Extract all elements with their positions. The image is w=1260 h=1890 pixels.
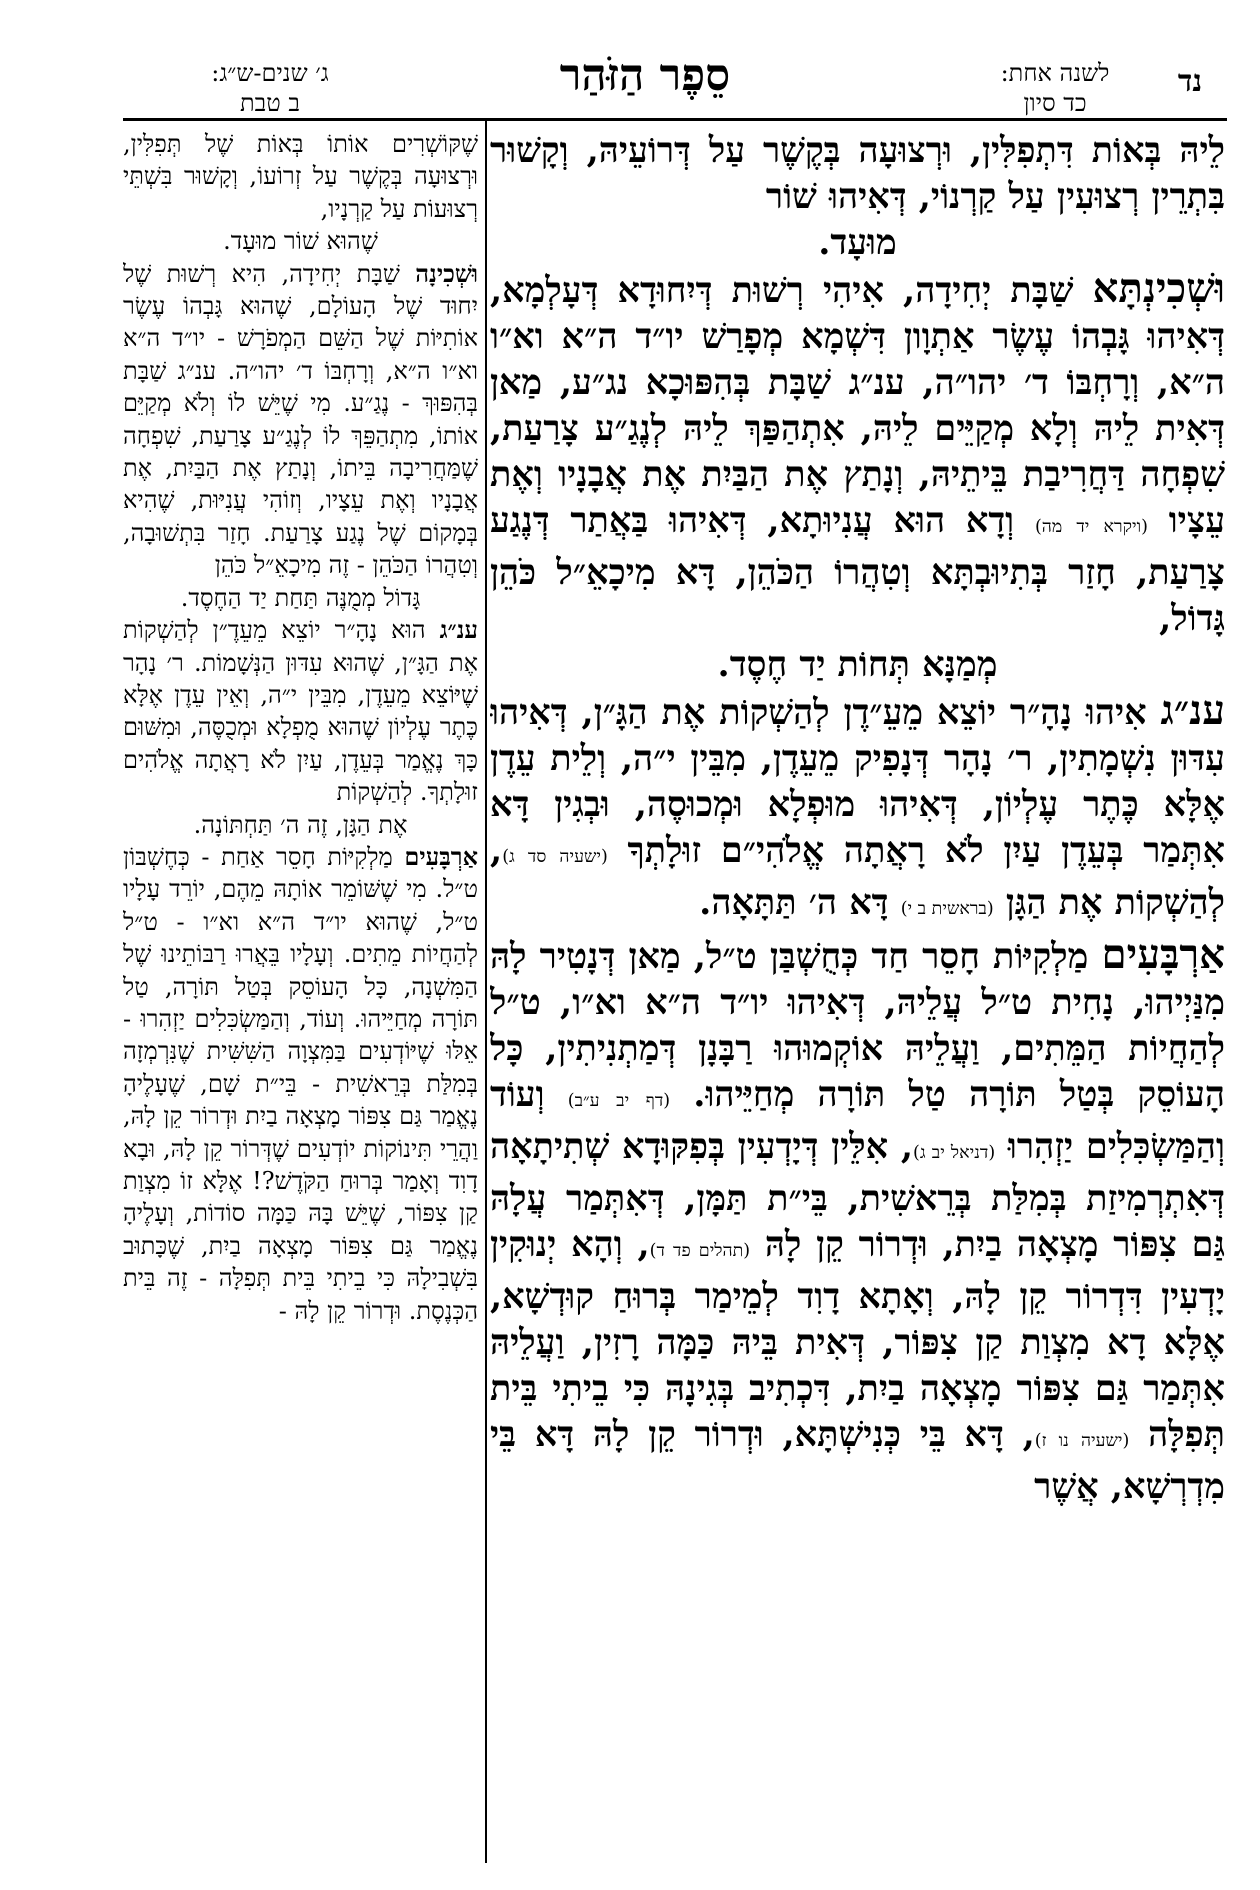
column-divider [485,121,487,1863]
side-paragraph-3-end [123,809,478,841]
side-s4-text: מַלְקִיּוֹת חָסֵר אַחַת - כְּחֶשְׁבּוֹן ט״ל. מִי שֶׁשּׁוֹמֵר אוֹתָהּ מֵהֶם, יוֹרֵד עָלָיו ט״ל, שֶׁהוּא יו״ד ה״א וא״ו - ט״ל לְהַחֲיוֹת מֵתִים. וְעָלָיו בֵּאֲרוּ רַבּוֹתֵינוּ שֶׁל הַמִּשְׁנָה, כָּל הָעוֹסֵק בְּטַל תּוֹרָה, טַל תּוֹרָה מְחַיֵּיהוּ. וְעוֹד, וְהַמַּשְׂכִּלִים יַזְהִרוּ - אֵלּוּ שֶׁיּוֹדְעִים בַּמִּצְוָה הַשִּׁשִּׁית שֶׁנִּרְמְזָה בְּמִלַּת בְּרֵאשִׁית - בֵּי״ת שָׁם, שֶׁעָלֶיהָ נֶאֱמַר גַּם צִפּוֹר מָצְאָה בַיִת וּדְרוֹר קֵן לָהּ, וַהֲרֵי תִּינוֹקוֹת יוֹדְעִים שֶׁדְּרוֹר קֵן לָהּ, וּבָא דָוִד וְאָמַר בְּרוּחַ הַקֹּדֶשׁ?! אֶלָּא זוֹ מִצְוַת קַן צִפּוֹר, שֶׁיֵּשׁ בָּהּ כַּמָּה סוֹדוֹת, וְעָלֶיהָ נֶאֱמַר גַּם צִפּוֹר מָצְאָה בַיִת, שֶׁכָּתוּב בִּשְׁבִילָהּ כִּי בֵיתִי בֵּית תְּפִלָּה - זֶה בֵּית הַכְּנֶסֶת. וּדְרוֹר קֵן לָהּ - [123,842,478,1325]
side-paragraph-2 [123,258,478,582]
side-s1-text: שֶׁקּוֹשְׁרִים אוֹתוֹ בְּאוֹת שֶׁל תְּפִלִּין, וּרְצוּעָה בְּקֶשֶׁר עַל זְרוֹעוֹ, וְקָשׁוּר בִּשְׁתֵּי רְצוּעוֹת עַל קַרְנָיו, [123,130,478,223]
side-paragraph-2-end [123,582,478,614]
study-schedule-one-year [960,58,1150,118]
side-paragraph-3 [123,614,478,808]
page-number: נד [1177,64,1203,99]
main-p4-text-d: , וְהָא יְנוּקִין יָדְעִין דִּדְרוֹר קֵן לָהּ, וְאָתָא דָוִד לְמֵימַר בְּרוּחַ קוּדְשָׁא, אֶלָּא דָא מִצְוַת קַן צִפּוֹר, דְּאִית בֵּיהּ כַּמָּה רָזִין, וַעֲלֵיהּ אִתְּמַר גַּם צִפּוֹר מָצְאָה בַיִת, דִּכְתִיב בְּגִינָהּ כִּי בֵיתִי בֵּית תְּפִלָּה [490,1224,1225,1455]
side-s2-text: שַׁבָּת יְחִידָה, הִיא רְשׁוּת שֶׁל יִחוּד שֶׁל הָעוֹלָם, שֶׁהוּא גָּבְהוֹ עֶשֶׂר אוֹתִיּוֹת שֶׁל הַשֵּׁם הַמְפֹרָשׁ - יו״ד ה״א וא״ו ה״א, וְרָחְבּוֹ ד׳ יהו״ה. ענ״ג שַׁבָּת בְּהִפּוּךְ - נֶגַ״ע. מִי שֶׁיֵּשׁ לוֹ וְלֹא מְקַיֵּם אוֹתוֹ, מִתְהַפֵּךְ לוֹ לְנֶגַ״ע צָרַעַת, שִׁפְחָה שֶׁמַּחֲרִיבָה בֵּיתוֹ, וְנָתַץ אֶת הַבַּיִת, אֶת אֲבָנָיו וְאֶת עֵצָיו, וְזוֹהִי עֲנִיּוּת, שֶׁהִיא בְּמָקוֹם שֶׁל נֶגַע צָרַעַת. חָזַר בִּתְשׁוּבָה, וְטִהֲרוֹ הַכֹּהֵן - זֶה מִיכָאֵ״ל כֹּהֵן [123,259,478,580]
side-paragraph-1-end [123,225,478,257]
main-paragraph-2-end [490,642,1225,688]
schedule-one-year-label: לשנה אחת: [1000,59,1110,87]
main-p4-text-b: וְעוֹד וְהַמַּשְׂכִּלִים יַזְהִרוּ [490,1074,1225,1167]
page-header [0,0,1260,118]
hebrew-translation-text [123,128,478,1858]
main-p4-text-e: , דָּא בֵּי כְּנִישְׁתָּא, וּדְרוֹר קֵן לָהּ דָּא בֵּי מִדְרְשָׁא, אֲשֶׁר [490,1414,1225,1507]
schedule-three-years-date: ב טבת [240,89,300,117]
main-p4-citation-3: (תהלים פד ד) [649,1241,751,1261]
main-p4-citation-2: (דניאל יב ג) [913,1143,996,1163]
main-paragraph-2 [490,266,1225,642]
main-p4-text-c: , אִלֵּין דְּיָדְעִין בְּפִקּוּדָא שְׁתִיתָאָה דְּאִתְרְמִיזַת בְּמִלַּת בְּרֵאשִׁית, בֵּי״ת תַּמָּן, דְּאִתְּמַר עֲלָהּ גַּם צִפּוֹר מָצְאָה בַיִת, וּדְרוֹר קֵן לָהּ [490,1126,1225,1265]
schedule-one-year-date: כד סיון [1023,89,1087,117]
side-s4-opening-word: אַרְבָּעִים [404,841,478,871]
side-paragraph-4 [123,841,478,1327]
main-paragraph-4 [490,932,1225,1510]
main-paragraph-1 [490,128,1225,220]
side-s3-opening-word: ענ״ג [439,615,478,645]
side-s2-opening-word: וּשְׁכִינָה [415,258,478,288]
main-p4-text-a: מַלְקִיּוֹת חָסֵר חַד כְּחֻשְׁבַּן ט״ל, מַאן דְּנָטִיר לָהּ מִנַּיְיהוּ, נָחִית ט״ל עֲלֵיהּ, דְּאִיהוּ יו״ד ה״א וא״ו, ט״ל לְהַחֲיוֹת הַמֵּתִים, וַעֲלֵיהּ אוֹקְמוּהוּ רַבָּנָן דְּמַתְנִיתִין, כָּל הָעוֹסֵק בְּטַל תּוֹרָה טַל תּוֹרָה מְחַיֵּיהוּ. [490,936,1225,1115]
main-p3-text-a: אִיהוּ נָהָ״ר יוֹצֵא מֵעֵ״דֶן לְהַשְׁקוֹת אֶת הַגָּ״ן, דְּאִיהוּ עִדּוּן נִשְׁמָתִין, ר׳ נָהָר דְּנָפִיק מֵעֵדֶן, מִבֵּין י״ה, וְלֵית עֵדֶן אֶלָּא כֶּתֶר עֶלְיוֹן, דְּאִיהוּ מוּפְלָא וּמְכוּסֶה, וּבְגִין דָּא אִתְּמַר בְּעֵדֶן עַיִן לֹא רָאֲתָה אֱלֹהִי״ם זוּלָתְךָ [490,692,1225,871]
main-p2-text-c: וְדָא הוּא עֲנִיוּתָא, דְּאִיהוּ בַּאֲתַר דְּנֶגַע צָרַעַת, חָזַר בְּתִיוּבְתָּא וְטִהֲרוֹ הַכֹּהֵן, דָּא מִיכָאֵ״ל כֹּהֵן גָּדוֹל, [490,500,1225,639]
side-s2-end: גָּדוֹל מְמֻנֶּה תַּחַת יַד הַחֶסֶד. [180,583,421,612]
main-p4-citation-4: (ישעיה נו ז) [1034,1431,1130,1451]
main-p2-text-a: שַׁבָּת יְחִידָה, אִיהִי רְשׁוּת דְּיִחוּדָא [617,270,1074,311]
aramaic-main-text [490,128,1225,1858]
main-p4-citation-1: (דף יב ע״ב) [567,1091,671,1111]
main-p2-text-b: דְּעָלְמָא, דְּאִיהוּ גָּבְהוֹ עֶשֶׂר אַתְוָון דִּשְׁמָא מְפָרַשׁ יו״ד ה״א וא״ו ה״א, וְרָחְבּוֹ ד׳ יהו״ה, ענ״ג שַׁבָּת בְּהִפּוּכָא נג״ע, מַאן דְּאִית לֵיהּ וְלָא מְקַיֵּים לֵיהּ, אִתְהַפַּךְ לֵיהּ לְנֶגַ״ע צָרַעַת, שִׁפְחָה דַּחֲרִיבַת בֵּיתֵיהּ, וְנָתַץ אֶת הַבַּיִת אֶת אֲבָנָיו וְאֶת עֵצָיו [490,270,1225,541]
main-p2-citation-1: (ויקרא יד מה) [1034,517,1148,537]
main-paragraph-1-end [490,220,1225,266]
study-schedule-three-years [140,58,400,118]
main-p3-citation-2: (בראשית ב י) [900,899,994,919]
header-divider [123,118,1227,121]
side-s3-end: אֶת הַגָּן, זֶה ה׳ תַּחְתּוֹנָה. [193,810,408,839]
side-s3-text: הוּא נָהָ״ר יוֹצֵא מֵעֵדֶ״ן לְהַשְׁקוֹת אֶת הַגָּ״ן, שֶׁהוּא עִדּוּן הַנְּשָׁמוֹת. ר׳ נָהָר שֶׁיּוֹצֵא מֵעֵדֶן, מִבֵּין י״ה, וְאֵין עֵדֶן אֶלָּא כֶּתֶר עֶלְיוֹן שֶׁהוּא מֻפְלָא וּמְכֻסֶּה, וּמִשּׁוּם כָּךְ נֶאֱמַר בְּעֵדֶן, עַיִן לֹא רָאֲתָה אֱלֹהִים זוּלָתְךָ. לְהַשְׁקוֹת [123,616,478,807]
main-p3-text-b: , לְהַשְׁקוֹת אֶת הַגָּן [490,830,1225,923]
main-p2-opening-word: וּשְׁכִינְתָּא [1092,265,1225,312]
schedule-three-years-label: ג׳ שנים-ש״ג: [211,59,329,87]
main-paragraph-3 [490,688,1225,932]
main-p3-citation-1: (ישעיה סד ג) [502,847,608,867]
main-p1-end: מוּעָד. [818,222,897,263]
book-title: סֵפֶר הַזֹּהַר [559,50,731,101]
main-p4-opening-word: אַרְבָּעִים [1101,931,1225,978]
side-paragraph-1 [123,128,478,225]
main-p3-text-c: דָּא ה׳ תַּתָּאָה. [699,882,889,923]
main-p3-opening-word: ענ״ג [1160,687,1225,734]
main-p1-text: לֵיהּ בְּאוֹת דִּתְפִלִּין, וּרְצוּעָה בְּקֶשֶׁר עַל דְּרוֹעֵיהּ, וְקָשׁוּר בִּתְרֵין רְצוּעִין עַל קַרְנוֹי, דְּאִיהוּ שׁוֹר [490,130,1225,217]
side-s1-end: שֶׁהוּא שׁוֹר מוּעָד. [223,227,378,256]
main-p2-end: מְמַנָּא תְּחוֹת יַד חֶסֶד. [717,644,998,685]
